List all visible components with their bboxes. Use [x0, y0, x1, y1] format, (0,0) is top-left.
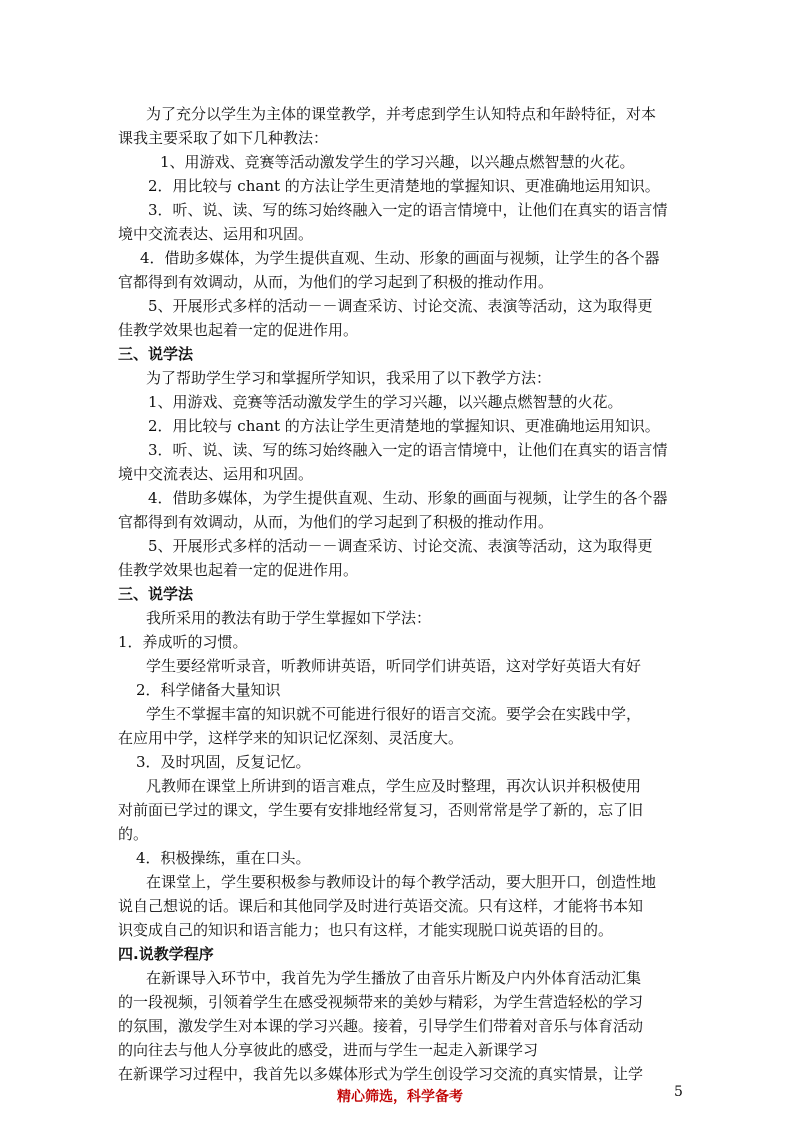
body-line: 说自己想说的话。课后和其他同学及时进行英语交流。只有这样，才能将书本知 [118, 897, 644, 915]
list-item: 1、用游戏、竞赛等活动激发学生的学习兴趣，以兴趣点燃智慧的火花。 [160, 153, 635, 171]
footer-slogan: 精心筛选，科学备考 [337, 1089, 463, 1105]
page-number: 5 [674, 1084, 683, 1100]
list-item: 5、开展形式多样的活动－－调查采访、讨论交流、表演等活动，这为取得更 [148, 297, 653, 315]
body-line: 境中交流表达、运用和巩固。 [118, 225, 314, 243]
list-item: 2．用比较与 chant 的方法让学生更清楚地的掌握知识、更准确地运用知识。 [148, 177, 660, 195]
body-line: 对前面已学过的课文，学生要有安排地经常复习，否则常常是学了新的，忘了旧 [118, 801, 644, 819]
body-line: 境中交流表达、运用和巩固。 [118, 465, 314, 483]
list-item: 4．借助多媒体，为学生提供直观、生动、形象的画面与视频，让学生的各个器 [140, 249, 660, 267]
body-line: 在新课学习过程中，我首先以多媒体形式为学生创设学习交流的真实情景，让学 [118, 1065, 644, 1083]
body-line: 的氛围，激发学生对本课的学习兴趣。接着，引导学生们带着对音乐与体育活动 [118, 1017, 644, 1035]
list-item: 1．养成听的习惯。 [118, 633, 248, 651]
body-line: 为了帮助学生学习和掌握所学知识，我采用了以下教学方法： [146, 369, 552, 387]
body-line: 的一段视频，引领着学生在感受视频带来的美妙与精彩，为学生营造轻松的学习 [118, 993, 644, 1011]
body-line: 学生不掌握丰富的知识就不可能进行很好的语言交流。要学会在实践中学， [146, 705, 642, 723]
section-heading: 四.说教学程序 [118, 945, 214, 963]
list-item: 3．及时巩固，反复记忆。 [136, 753, 311, 771]
body-line: 官都得到有效调动，从而，为他们的学习起到了积极的推动作用。 [118, 513, 554, 531]
list-item: 4．积极操练，重在口头。 [136, 849, 311, 867]
list-item: 1、用游戏、竞赛等活动激发学生的学习兴趣，以兴趣点燃智慧的火花。 [148, 393, 623, 411]
body-line: 在新课导入环节中，我首先为学生播放了由音乐片断及户内外体育活动汇集 [146, 969, 642, 987]
section-heading: 三、说学法 [118, 345, 194, 363]
list-item: 2．用比较与 chant 的方法让学生更清楚地的掌握知识、更准确地运用知识。 [148, 417, 660, 435]
body-line: 在应用中学，这样学来的知识记忆深刻、灵活度大。 [118, 729, 464, 747]
list-item: 4．借助多媒体，为学生提供直观、生动、形象的画面与视频，让学生的各个器 [148, 489, 668, 507]
body-line: 我所采用的教法有助于学生掌握如下学法： [146, 609, 432, 627]
section-heading: 三、说学法 [118, 585, 194, 603]
body-line: 的。 [118, 825, 149, 843]
body-line: 官都得到有效调动，从而，为他们的学习起到了积极的推动作用。 [118, 273, 554, 291]
body-line: 佳教学效果也起着一定的促进作用。 [118, 561, 359, 579]
body-line: 的向往去与他人分享彼此的感受，进而与学生一起走入新课学习 [118, 1041, 539, 1059]
body-line: 识变成自己的知识和语言能力；也只有这样，才能实现脱口说英语的目的。 [118, 921, 614, 939]
body-line: 在课堂上，学生要积极参与教师设计的每个教学活动，要大胆开口，创造性地 [146, 873, 657, 891]
list-item: 2．科学储备大量知识 [136, 681, 281, 699]
body-line: 学生要经常听录音，听教师讲英语，听同学们讲英语，这对学好英语大有好 [146, 657, 642, 675]
list-item: 3．听、说、读、写的练习始终融入一定的语言情境中，让他们在真实的语言情 [148, 441, 668, 459]
body-line: 凡教师在课堂上所讲到的语言难点，学生应及时整理，再次认识并积极使用 [146, 777, 642, 795]
body-line: 佳教学效果也起着一定的促进作用。 [118, 321, 359, 339]
list-item: 3．听、说、读、写的练习始终融入一定的语言情境中，让他们在真实的语言情 [148, 201, 668, 219]
body-line: 课我主要采取了如下几种教法： [118, 129, 329, 147]
body-line: 为了充分以学生为主体的课堂教学，并考虑到学生认知特点和年龄特征，对本 [146, 105, 657, 123]
list-item: 5、开展形式多样的活动－－调查采访、讨论交流、表演等活动，这为取得更 [148, 537, 653, 555]
